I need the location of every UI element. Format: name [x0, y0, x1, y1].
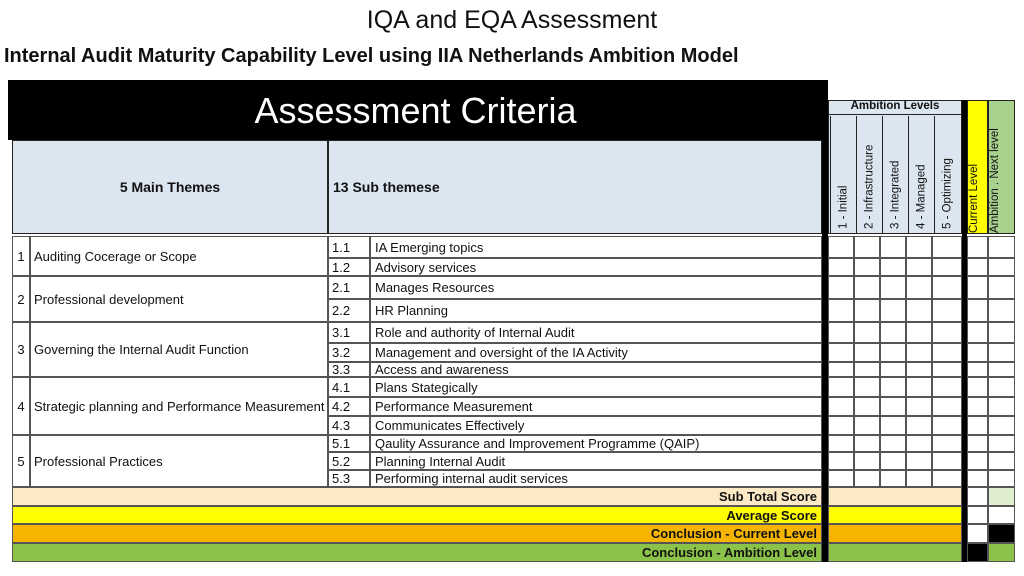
score-cell[interactable] [906, 362, 932, 377]
ambition-level-4: 4 - Managed [908, 116, 934, 233]
score-cell[interactable] [906, 343, 932, 362]
theme-name: Strategic planning and Performance Measurement [30, 377, 328, 435]
subthemes-header: 13 Sub themese [328, 140, 822, 234]
subtheme-name: Management and oversight of the IA Activity [370, 343, 822, 362]
subtheme-number: 1.2 [328, 258, 370, 276]
next-level-cell[interactable] [988, 362, 1015, 377]
score-cell[interactable] [932, 276, 962, 299]
score-cell[interactable] [828, 435, 854, 452]
next-level-cell[interactable] [988, 236, 1015, 258]
summary-level-cell[interactable] [828, 506, 962, 524]
score-cell[interactable] [906, 299, 932, 322]
score-cell[interactable] [932, 416, 962, 435]
score-cell[interactable] [828, 377, 854, 397]
score-cell[interactable] [906, 452, 932, 470]
next-level-cell[interactable] [988, 299, 1015, 322]
summary-level-cell[interactable] [828, 543, 962, 562]
subtheme-name: HR Planning [370, 299, 822, 322]
subtheme-number: 3.3 [328, 362, 370, 377]
current-level-cell[interactable] [967, 362, 988, 377]
current-level-cell[interactable] [967, 299, 988, 322]
score-cell[interactable] [880, 322, 906, 343]
subtheme-number: 5.3 [328, 470, 370, 487]
summary-next-cell[interactable] [988, 487, 1015, 506]
current-level-cell[interactable] [967, 377, 988, 397]
next-level-cell[interactable] [988, 343, 1015, 362]
score-cell[interactable] [854, 236, 880, 258]
current-level-cell[interactable] [967, 343, 988, 362]
subtheme-name: Communicates Effectively [370, 416, 822, 435]
current-level-cell[interactable] [967, 470, 988, 487]
theme-number: 5 [12, 435, 30, 487]
score-cell[interactable] [880, 299, 906, 322]
score-cell[interactable] [854, 322, 880, 343]
score-cell[interactable] [854, 258, 880, 276]
score-cell[interactable] [854, 276, 880, 299]
current-level-cell[interactable] [967, 322, 988, 343]
subtheme-number: 1.1 [328, 236, 370, 258]
score-cell[interactable] [854, 377, 880, 397]
score-cell[interactable] [828, 452, 854, 470]
summary-level-cell[interactable] [828, 524, 962, 543]
current-level-cell[interactable] [967, 258, 988, 276]
summary-current-cell[interactable] [967, 487, 988, 506]
score-cell[interactable] [906, 236, 932, 258]
score-cell[interactable] [880, 236, 906, 258]
score-cell[interactable] [854, 416, 880, 435]
score-cell[interactable] [854, 343, 880, 362]
subtheme-number: 2.1 [328, 276, 370, 299]
score-cell[interactable] [906, 470, 932, 487]
summary-current-cell[interactable] [967, 506, 988, 524]
score-cell[interactable] [906, 377, 932, 397]
score-cell[interactable] [880, 435, 906, 452]
theme-number: 3 [12, 322, 30, 377]
subtheme-name: Role and authority of Internal Audit [370, 322, 822, 343]
summary-level-cell[interactable] [828, 487, 962, 506]
subtheme-number: 4.1 [328, 377, 370, 397]
score-cell[interactable] [828, 416, 854, 435]
score-cell[interactable] [880, 470, 906, 487]
themes-header: 5 Main Themes [12, 140, 328, 234]
current-level-cell[interactable] [967, 397, 988, 416]
score-cell[interactable] [854, 397, 880, 416]
score-cell[interactable] [906, 416, 932, 435]
theme-number: 2 [12, 276, 30, 322]
summary-next-cell[interactable] [988, 506, 1015, 524]
subtheme-number: 3.2 [328, 343, 370, 362]
score-cell[interactable] [932, 397, 962, 416]
subtheme-number: 2.2 [328, 299, 370, 322]
next-level-cell[interactable] [988, 276, 1015, 299]
summary-row-label: Sub Total Score [12, 487, 822, 506]
score-cell[interactable] [828, 299, 854, 322]
score-cell[interactable] [932, 322, 962, 343]
score-cell[interactable] [932, 258, 962, 276]
subtheme-number: 4.2 [328, 397, 370, 416]
score-cell[interactable] [906, 276, 932, 299]
score-cell[interactable] [854, 452, 880, 470]
score-cell[interactable] [854, 362, 880, 377]
next-level-cell[interactable] [988, 258, 1015, 276]
score-cell[interactable] [932, 362, 962, 377]
next-level-cell[interactable] [988, 377, 1015, 397]
subtheme-number: 3.1 [328, 322, 370, 343]
summary-row-label: Conclusion - Current Level [12, 524, 822, 543]
score-cell[interactable] [932, 452, 962, 470]
score-cell[interactable] [880, 362, 906, 377]
next-level-cell[interactable] [988, 452, 1015, 470]
summary-current-cell[interactable] [967, 524, 988, 543]
score-cell[interactable] [906, 322, 932, 343]
score-cell[interactable] [828, 322, 854, 343]
subtheme-name: Plans Stategically [370, 377, 822, 397]
score-cell[interactable] [932, 435, 962, 452]
subtheme-name: Manages Resources [370, 276, 822, 299]
summary-row-label: Average Score [12, 506, 822, 524]
subtheme-name: Advisory services [370, 258, 822, 276]
score-cell[interactable] [828, 258, 854, 276]
subtheme-number: 5.1 [328, 435, 370, 452]
theme-name: Auditing Cocerage or Scope [30, 236, 328, 276]
score-cell[interactable] [854, 435, 880, 452]
current-level-cell[interactable] [967, 435, 988, 452]
theme-number: 1 [12, 236, 30, 276]
score-cell[interactable] [828, 236, 854, 258]
theme-name: Professional Practices [30, 435, 328, 487]
ambition-level-5: 5 - Optimizing [934, 116, 960, 233]
score-cell[interactable] [880, 397, 906, 416]
theme-name: Professional development [30, 276, 328, 322]
score-cell[interactable] [932, 299, 962, 322]
summary-next-cell[interactable] [988, 543, 1015, 562]
score-cell[interactable] [854, 299, 880, 322]
score-cell[interactable] [854, 470, 880, 487]
next-level-cell[interactable] [988, 322, 1015, 343]
score-cell[interactable] [880, 258, 906, 276]
next-level-label: Ambition . Next level [989, 128, 1001, 233]
score-cell[interactable] [880, 377, 906, 397]
score-cell[interactable] [932, 377, 962, 397]
theme-number: 4 [12, 377, 30, 435]
summary-current-cell[interactable] [967, 543, 988, 562]
summary-next-cell[interactable] [988, 524, 1015, 543]
score-cell[interactable] [906, 435, 932, 452]
score-cell[interactable] [932, 470, 962, 487]
next-level-header [988, 100, 1015, 234]
subtheme-name: IA Emerging topics [370, 236, 822, 258]
summary-row-label: Conclusion - Ambition Level [12, 543, 822, 562]
slide-subtitle: Internal Audit Maturity Capability Level using IIA Netherlands Ambition Model [4, 45, 739, 67]
score-cell[interactable] [932, 236, 962, 258]
current-level-cell[interactable] [967, 276, 988, 299]
current-level-cell[interactable] [967, 236, 988, 258]
score-cell[interactable] [828, 397, 854, 416]
criteria-header: Assessment Criteria [8, 80, 823, 140]
current-level-cell[interactable] [967, 452, 988, 470]
current-level-label: Current Level [968, 163, 980, 233]
ambition-level-1: 1 - Initial [830, 116, 856, 233]
current-level-header [967, 100, 988, 234]
subtheme-name: Planning Internal Audit [370, 452, 822, 470]
score-cell[interactable] [828, 362, 854, 377]
score-cell[interactable] [906, 258, 932, 276]
score-cell[interactable] [828, 470, 854, 487]
subtheme-name: Performance Measurement [370, 397, 822, 416]
next-level-cell[interactable] [988, 416, 1015, 435]
score-cell[interactable] [828, 276, 854, 299]
score-cell[interactable] [880, 343, 906, 362]
subtheme-number: 4.3 [328, 416, 370, 435]
next-level-cell[interactable] [988, 435, 1015, 452]
score-cell[interactable] [880, 416, 906, 435]
theme-name: Governing the Internal Audit Function [30, 322, 328, 377]
next-level-cell[interactable] [988, 397, 1015, 416]
score-cell[interactable] [828, 343, 854, 362]
current-level-cell[interactable] [967, 416, 988, 435]
score-cell[interactable] [932, 343, 962, 362]
subtheme-name: Access and awareness [370, 362, 822, 377]
slide-title: IQA and EQA Assessment [366, 6, 658, 34]
subtheme-name: Qaulity Assurance and Improvement Programme (QAIP) [370, 435, 822, 452]
next-level-cell[interactable] [988, 470, 1015, 487]
ambition-level-3: 3 - Integrated [882, 116, 908, 233]
ambition-level-2: 2 - Infrastructure [856, 116, 882, 233]
score-cell[interactable] [880, 452, 906, 470]
ambition-levels-label: Ambition Levels [828, 100, 962, 115]
subtheme-name: Performing internal audit services [370, 470, 822, 487]
score-cell[interactable] [906, 397, 932, 416]
subtheme-number: 5.2 [328, 452, 370, 470]
score-cell[interactable] [880, 276, 906, 299]
